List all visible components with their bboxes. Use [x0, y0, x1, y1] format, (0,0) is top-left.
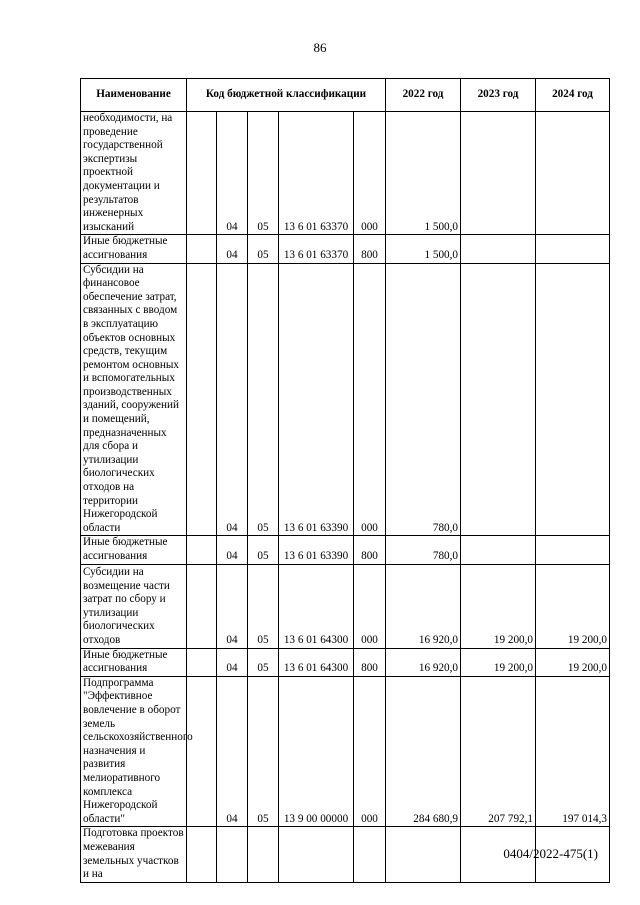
row-csr: 13 6 01 63370: [279, 112, 354, 235]
table-row: [81, 648, 610, 676]
row-2022: [386, 827, 461, 882]
row-name: необходимости, на проведение государственной экспертизы проектной документации и результатов инженерных изысканий: [81, 112, 187, 235]
row-name: Иные бюджетные ассигнования: [81, 648, 187, 676]
blank-cell: [187, 235, 217, 263]
row-2024: 19 200,0: [536, 564, 610, 648]
blank-cell: [187, 263, 217, 536]
table-row: [81, 564, 610, 648]
page-number: 86: [313, 40, 327, 55]
row-2023: 19 200,0: [461, 648, 536, 676]
row-rz: 04: [217, 263, 248, 536]
row-2024: 197 014,3: [536, 676, 610, 827]
row-2023: 207 792,1: [461, 676, 536, 827]
row-name: Иные бюджетные ассигнования: [81, 235, 187, 263]
row-pr: 05: [248, 648, 279, 676]
row-name: Подпрограмма "Эффективное вовлечение в оборот земель сельскохозяйственного назначения и развития мелиоративного комплекса Нижегородской области": [81, 676, 187, 827]
blank-cell: [187, 827, 217, 882]
row-vr: 000: [354, 112, 386, 235]
row-rz: 04: [217, 235, 248, 263]
row-2022: 1 500,0: [386, 112, 461, 235]
row-2023: [461, 112, 536, 235]
row-2024: [536, 536, 610, 564]
row-2023: [461, 235, 536, 263]
row-csr: 13 9 00 00000: [279, 676, 354, 827]
row-pr: 05: [248, 676, 279, 827]
header-2023: 2023 год: [461, 79, 536, 112]
table-row: [81, 676, 610, 827]
blank-cell: [187, 564, 217, 648]
table-row: [81, 235, 610, 263]
row-pr: 05: [248, 112, 279, 235]
row-csr: 13 6 01 63390: [279, 536, 354, 564]
row-csr: 13 6 01 63370: [279, 235, 354, 263]
row-rz: [217, 827, 248, 882]
row-pr: 05: [248, 564, 279, 648]
row-2022: 1 500,0: [386, 235, 461, 263]
document-number: 0404/2022-475(1): [503, 846, 598, 861]
row-2024: [536, 112, 610, 235]
blank-cell: [187, 676, 217, 827]
header-name: Наименование: [81, 79, 187, 112]
header-code: Код бюджетной классификации: [187, 79, 386, 112]
table-row: [81, 536, 610, 564]
blank-cell: [187, 648, 217, 676]
row-vr: 000: [354, 676, 386, 827]
row-name: Субсидии на возмещение части затрат по сбору и утилизации биологических отходов: [81, 564, 187, 648]
blank-cell: [187, 112, 217, 235]
row-2022: 16 920,0: [386, 648, 461, 676]
row-2024: [536, 263, 610, 536]
row-vr: 000: [354, 263, 386, 536]
row-vr: 800: [354, 648, 386, 676]
row-rz: 04: [217, 564, 248, 648]
row-name: Субсидии на финансовое обеспечение затрат, связанных с вводом в эксплуатацию объектов основных средств, текущим ремонтом основных и вспомогательных производственных зданий, сооружений и помещений, предназначенных для сбора и утилизации биологических отходов на территории Нижегородской области: [81, 263, 187, 536]
row-2022: 780,0: [386, 263, 461, 536]
row-2023: 19 200,0: [461, 564, 536, 648]
row-2023: [461, 536, 536, 564]
row-csr: 13 6 01 64300: [279, 648, 354, 676]
row-pr: 05: [248, 235, 279, 263]
row-2024: [536, 235, 610, 263]
row-csr: 13 6 01 63390: [279, 263, 354, 536]
row-csr: 13 6 01 64300: [279, 564, 354, 648]
row-pr: 05: [248, 536, 279, 564]
row-vr: 800: [354, 536, 386, 564]
table-row: [81, 112, 610, 235]
row-rz: 04: [217, 112, 248, 235]
row-2023: [461, 263, 536, 536]
row-vr: 000: [354, 564, 386, 648]
row-rz: 04: [217, 648, 248, 676]
table-row: [81, 263, 610, 536]
row-pr: 05: [248, 263, 279, 536]
header-2022: 2022 год: [386, 79, 461, 112]
header-2024: 2024 год: [536, 79, 610, 112]
budget-table: [80, 78, 610, 883]
row-2022: 284 680,9: [386, 676, 461, 827]
row-csr: [279, 827, 354, 882]
row-rz: 04: [217, 536, 248, 564]
row-pr: [248, 827, 279, 882]
row-vr: 800: [354, 235, 386, 263]
row-rz: 04: [217, 676, 248, 827]
row-2022: 16 920,0: [386, 564, 461, 648]
row-2024: 19 200,0: [536, 648, 610, 676]
row-2022: 780,0: [386, 536, 461, 564]
blank-cell: [187, 536, 217, 564]
row-name: Подготовка проектов межевания земельных участков и на: [81, 827, 187, 882]
header-row: [81, 79, 610, 112]
row-name: Иные бюджетные ассигнования: [81, 536, 187, 564]
row-vr: [354, 827, 386, 882]
